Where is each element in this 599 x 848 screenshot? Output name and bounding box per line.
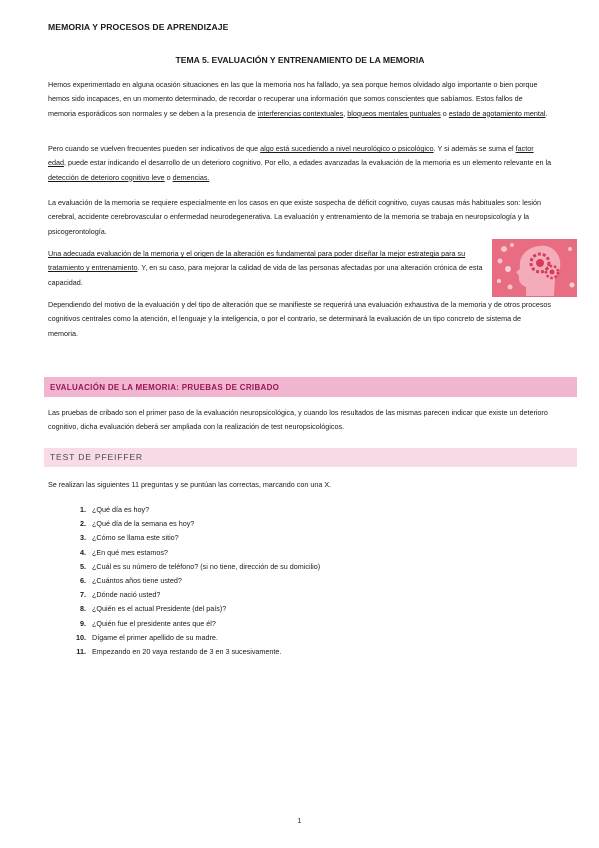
question-text: ¿Dónde nació usted? [92,590,161,600]
question-item [66,531,320,545]
paragraph-text: , [343,108,348,118]
question-number: 4. [80,547,86,557]
paragraph-text: o [440,108,449,118]
paragraph-text: Pero cuando se vuelven frecuentes pueden ser indicativos de que [48,144,261,153]
question-number: 6. [80,575,86,585]
question-number: 7. [80,590,86,600]
question-number: 9. [80,618,86,628]
question-item [66,631,320,645]
question-number: 3. [80,533,86,543]
paragraph-text: o [164,172,173,182]
question-text: ¿Qué día de la semana es hoy? [92,519,195,529]
question-number: 2. [80,519,86,529]
question-item [66,574,320,588]
question-item [66,517,320,531]
paragraph-text: , puede estar indicando el desarrollo de un deterioro cognitivo. Por ello, a edades avanzadas la evaluación de la memoria es un elemento relevante en la [64,158,552,168]
question-item [66,560,320,574]
question-text: ¿Cómo se llama este sitio? [92,533,179,543]
head-gears-icon [492,239,577,297]
paragraph-strategy [48,247,485,290]
running-header: MEMORIA Y PROCESOS DE APRENDIZAJE [48,22,229,32]
section-intro-paragraph: Las pruebas de cribado son el primer paso de la evaluación neuropsicológica, y cuando los resultados de las mismas parecen indicar que existe un deterioro cognitivo, dicha evaluación deberá ser ampliada con la realización de test neuropsicológicos. [48,408,548,432]
question-number: 1. [80,505,86,514]
paragraph-text: . Y, en su caso, para mejorar la calidad de vida de las personas afectadas por una alteración crónica de esta capacidad. [48,263,483,287]
document-title: TEMA 5. EVALUACIÓN Y ENTRENAMIENTO DE LA MEMORIA [175,55,425,65]
question-text: ¿Cuántos años tiene usted? [92,575,182,585]
underlined-term: bloqueos mentales puntuales [347,108,441,118]
paragraph-text: . Y si además se suma el [433,144,516,153]
question-number: 8. [80,604,86,614]
question-text: ¿En qué mes estamos? [92,547,168,557]
question-number: 10. [76,632,86,642]
question-item [66,617,320,631]
underlined-term: algo está sucediendo a nivel neurológico o psicológico [260,144,434,153]
underlined-term: demencias. [172,172,210,182]
question-text: Empezando en 20 vaya restando de 3 en 3 sucesivamente. [92,646,282,656]
question-item [66,503,320,517]
question-item [66,645,320,659]
paragraph-assessment-scope: Dependiendo del motivo de la evaluación y del tipo de alteración que se manifieste se requerirá una evaluación exhaustiva de la memoria y de otros procesos cognitivos centrales como la atención, el lenguaje y la inteligencia, o por el contrario, se determinará la evaluación de un tipo concreto de sistema de memoria. [48,300,552,338]
paragraph-frequency [48,142,552,185]
paragraph-causes: La evaluación de la memoria se requiere especialmente en los casos en que existe sospecha de déficit cognitivo, cuyas causas más habituales son: lesión cerebral, accidente cerebrovascular o enfermedad neurodegenerativa. La evaluación y entrenamiento de la memoria se trabaja en neuropsicología y la psicogerontología. [48,198,542,236]
page-number: 1 [297,816,302,825]
question-number: 5. [80,561,86,571]
question-text: ¿Quién es el actual Presidente (del país)? [92,604,227,614]
underlined-term: detección de deterioro cognitivo leve [48,172,165,182]
paragraph-text: Hemos experimentado en alguna ocasión situaciones en las que la memoria nos ha fallado, ya sea porque hemos olvidado algo importante o bien porque hemos sido incapaces, en un momento determinado, de recordar o recuperar una información que somos conscientes que sabíamos. Estos fallos de memoria esporádicos son normales y se deben a la presencia de [48,80,538,118]
question-text: ¿Qué día es hoy? [92,505,150,514]
test-instructions: Se realizan las siguientes 11 preguntas y se puntúan las correctas, marcando con una X. [48,480,332,489]
question-text: ¿Quién fue el presidente antes que él? [92,618,216,628]
question-number: 11. [76,646,86,656]
question-item [66,602,320,616]
underlined-term: Una adecuada evaluación de la memoria y el origen de la alteración es fundamental para poder diseñar la mejor estrategia para su tratamiento y entrenamiento [48,249,466,273]
paragraph-text: . [545,108,548,118]
question-text: Dígame el primer apellido de su madre. [92,632,218,642]
subsection-title: TEST DE PFEIFFER [50,452,143,462]
pfeiffer-question-list [66,503,320,659]
question-item [66,588,320,602]
section-title: EVALUACIÓN DE LA MEMORIA: PRUEBAS DE CRIBADO [50,383,280,392]
question-text: ¿Cuál es su número de teléfono? (si no tiene, dirección de su domicilio) [92,561,321,571]
underlined-term: interferencias contextuales [257,108,344,118]
paragraph-intro [48,78,552,121]
brain-gears-illustration [492,239,577,297]
underlined-term: estado de agotamiento mental [448,108,546,118]
question-item [66,546,320,560]
underlined-term: factor edad [48,144,534,168]
